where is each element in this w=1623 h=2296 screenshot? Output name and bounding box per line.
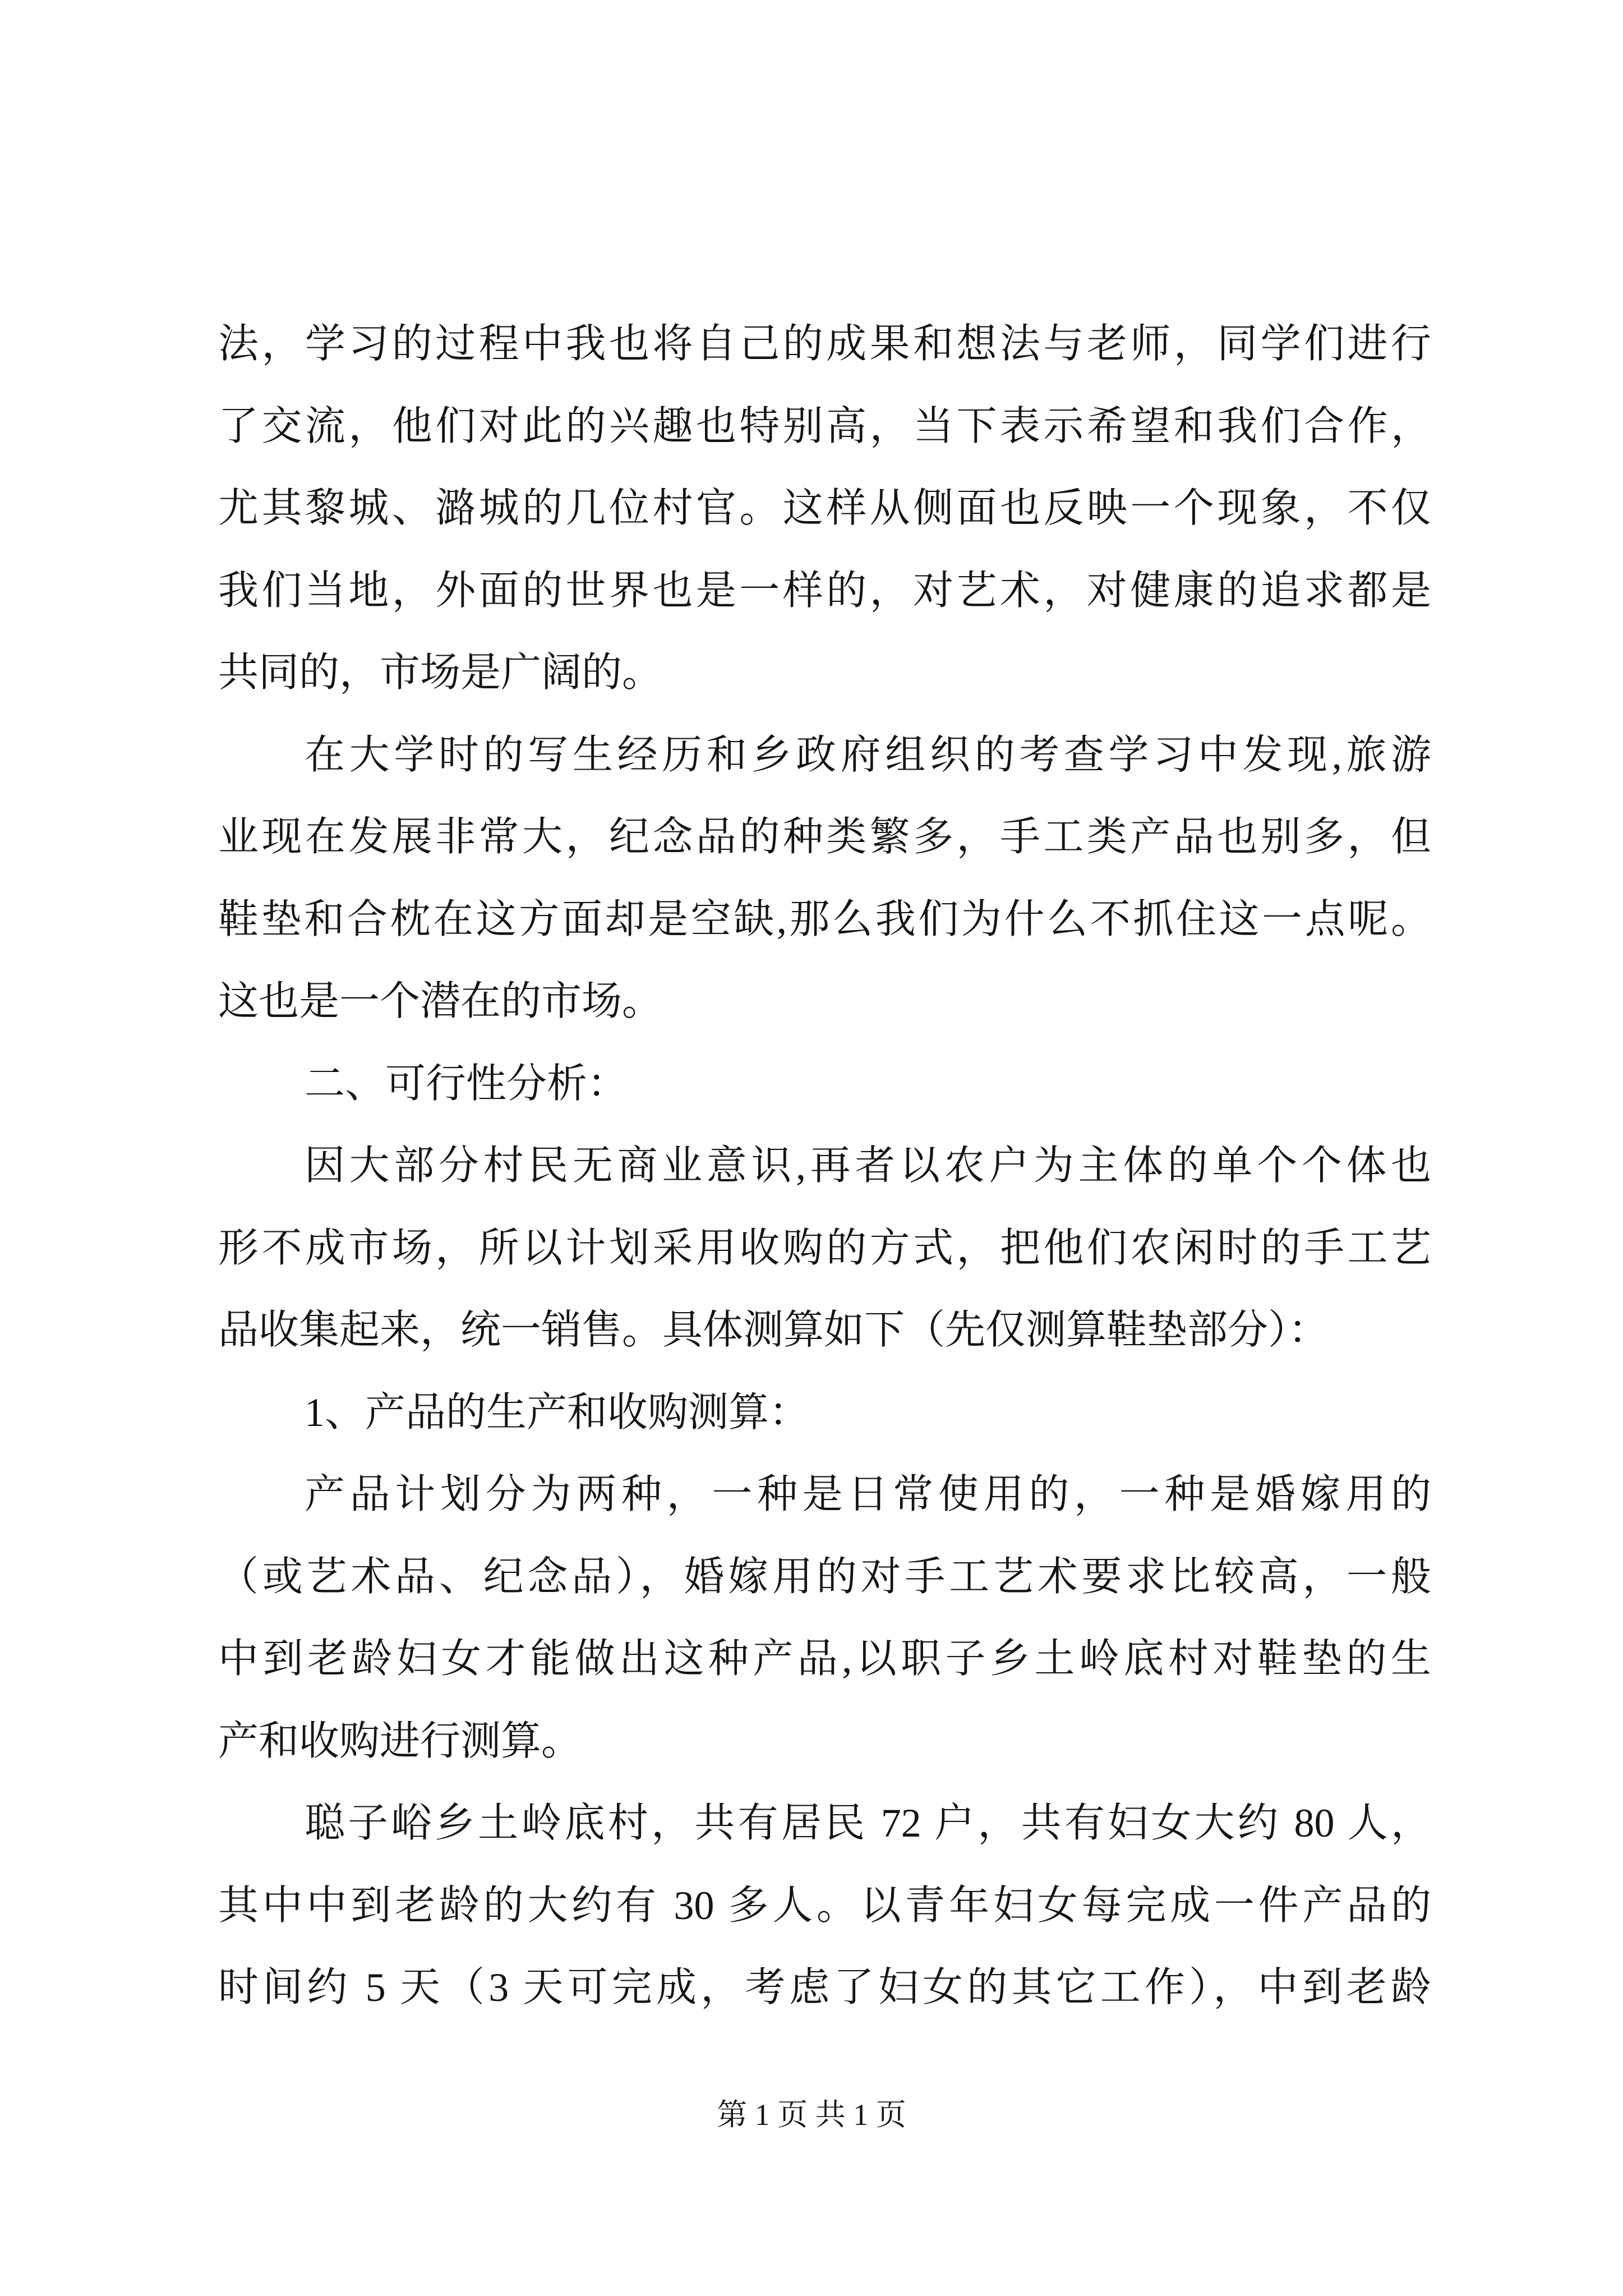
text-line: 我们当地，外面的世界也是一样的，对艺术，对健康的追求都是 — [218, 568, 1431, 613]
text-line: 形不成市场，所以计划采用收购的方式，把他们农闲时的手工艺 — [218, 1225, 1431, 1271]
text-line: 聪子峪乡土岭底村，共有居民 72 户，共有妇女大约 80 人， — [305, 1801, 1431, 1846]
text-line: 法，学习的过程中我也将自己的成果和想法与老师，同学们进行 — [218, 321, 1431, 366]
text-line: 中到老龄妇女才能做出这种产品,以职子乡土岭底村对鞋垫的生 — [218, 1636, 1431, 1681]
text-line: 产品计划分为两种，一种是日常使用的，一种是婚嫁用的 — [305, 1472, 1431, 1517]
paragraph — [218, 1453, 1431, 1782]
text-line: 这也是一个潜在的市场。 — [218, 979, 663, 1024]
text-line: 共同的，市场是广阔的。 — [218, 650, 663, 695]
paragraph-continued — [218, 303, 1431, 714]
section-heading — [218, 1043, 1431, 1125]
text-line: 尤其黎城、潞城的几位村官。这样从侧面也反映一个现象，不仅 — [218, 486, 1431, 531]
text-line: 因大部分村民无商业意识,再者以农户为主体的单个个体也 — [305, 1143, 1431, 1188]
text-line: 鞋垫和合枕在这方面却是空缺,那么我们为什么不抓住这一点呢。 — [218, 896, 1431, 942]
text-line: 在大学时的写生经历和乡政府组织的考查学习中发现,旅游 — [305, 732, 1431, 777]
text-line: （或艺术品、纪念品），婚嫁用的对手工艺术要求比较高，一般 — [218, 1554, 1431, 1599]
subsection-heading — [218, 1372, 1431, 1454]
text-line: 产和收购进行测算。 — [218, 1718, 582, 1764]
paragraph — [218, 1782, 1431, 2029]
paragraph — [218, 1125, 1431, 1372]
text-line: 其中中到老龄的大约有 30 多人。以青年妇女每完成一件产品的 — [218, 1883, 1431, 1928]
section-heading-text: 二、可行性分析： — [305, 1061, 628, 1106]
page-number-label: 第 1 页 共 1 页 — [717, 2098, 906, 2132]
text-line: 业现在发展非常大，纪念品的种类繁多，手工类产品也别多，但 — [218, 815, 1431, 859]
paragraph — [218, 714, 1431, 1043]
text-line: 了交流，他们对此的兴趣也特别高，当下表示希望和我们合作， — [218, 403, 1431, 449]
text-line: 品收集起来，统一销售。具体测算如下（先仅测算鞋垫部分）： — [218, 1308, 1329, 1352]
subsection-heading-text: 1、产品的生产和收购测算： — [305, 1389, 810, 1435]
page-footer — [0, 2092, 1623, 2137]
text-line: 时间约 5 天（3 天可完成，考虑了妇女的其它工作），中到老龄 — [218, 1965, 1431, 2010]
document-body — [218, 303, 1431, 2029]
